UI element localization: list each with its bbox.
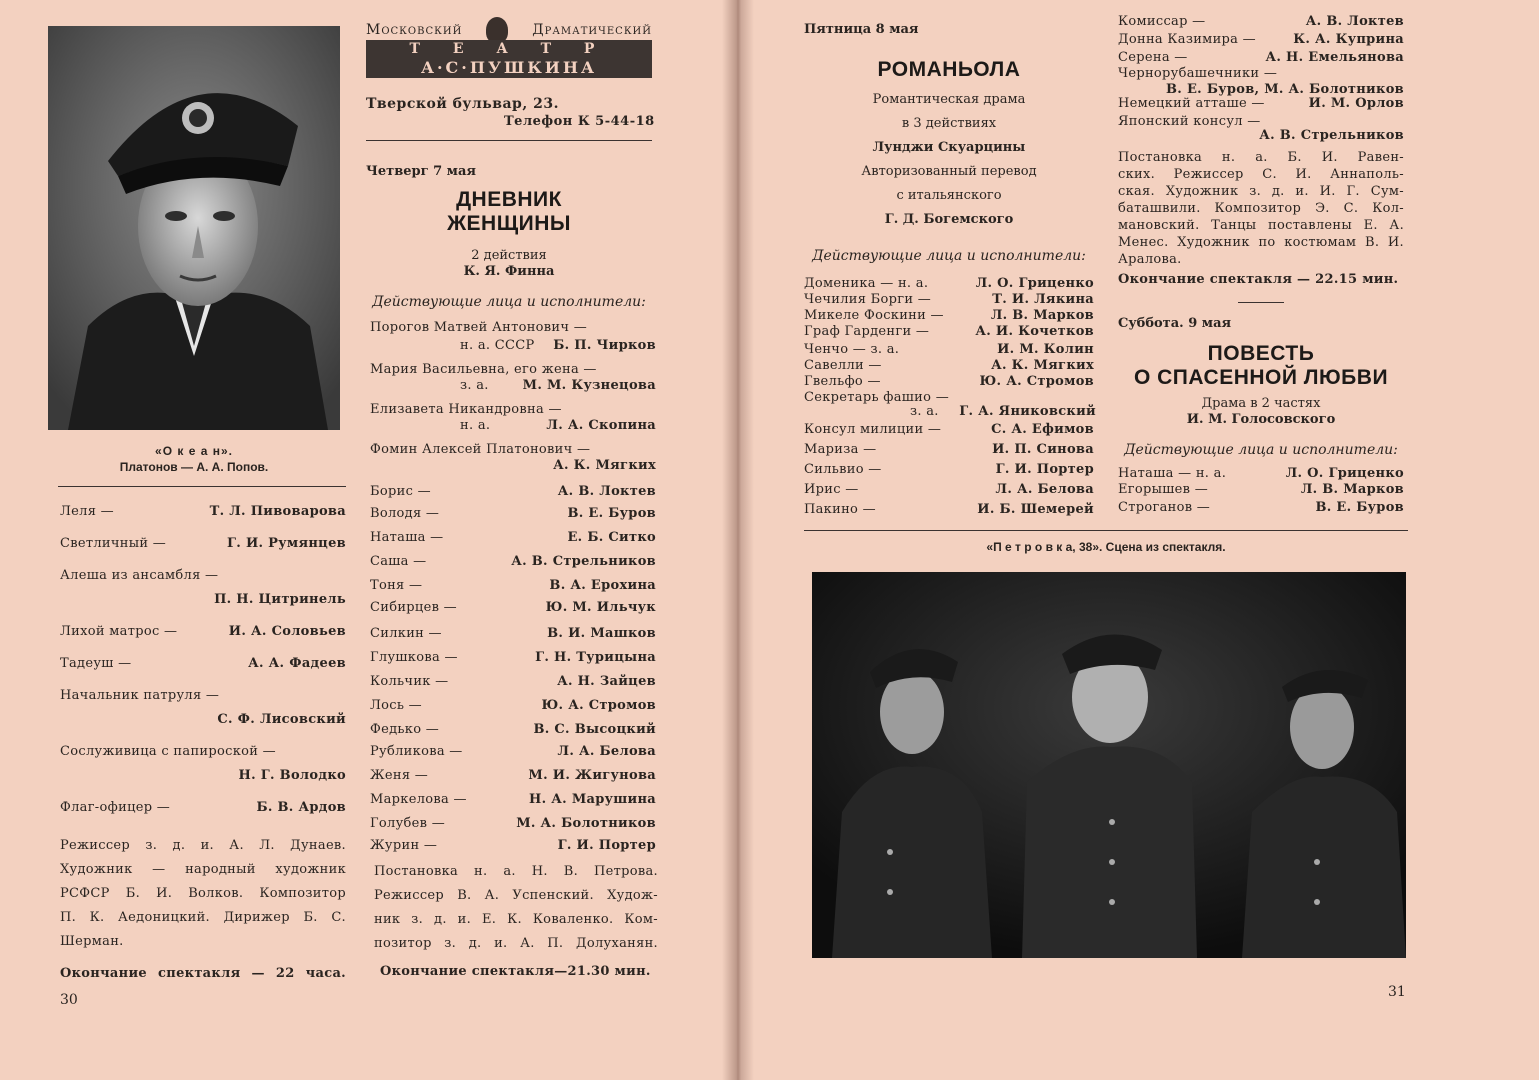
- play2-cast-role: Консул милиции —: [804, 422, 942, 437]
- play1-cast-role: Женя —: [370, 768, 429, 783]
- play2-cast-actor: Ю. А. Стромов: [979, 374, 1094, 389]
- okean-cast-actor: Н. Г. Володко: [238, 768, 346, 783]
- theatre-phone: Телефон К 5-44-18: [504, 114, 655, 129]
- okean-cast-role: [60, 712, 217, 727]
- play2-cast-actor: А. И. Кочетков: [975, 324, 1094, 339]
- play2-cast-actor: А. В. Локтев: [1305, 14, 1404, 29]
- play2-cast-row: [1118, 82, 1404, 97]
- play1-cast-role: Володя —: [370, 506, 440, 521]
- play2-cast-role: Доменика — н. а.: [804, 276, 929, 291]
- play1-cast-row: [370, 768, 656, 783]
- play2-end-time: [1118, 272, 1404, 287]
- play1-cast-actor: В. Е. Буров: [567, 506, 656, 521]
- play1-cast-header: Действующие лица и исполнители:: [372, 294, 646, 310]
- okean-cast-row: [60, 624, 346, 639]
- play3-cast-row: [1118, 466, 1404, 481]
- okean-end-time: [60, 966, 346, 981]
- play2-translation: Авторизованный перевод: [861, 164, 1037, 179]
- okean-cast-role: Лихой матрос —: [60, 624, 178, 639]
- play1-cast-role: [460, 458, 553, 473]
- play3-cast-header: Действующие лица и исполнители:: [1124, 442, 1398, 458]
- play1-cast-row: [370, 362, 656, 377]
- okean-cast-role: Тадеуш —: [60, 656, 132, 671]
- play1-cast-role: Тоня —: [370, 578, 423, 593]
- play1-cast-role: Рубликова —: [370, 744, 463, 759]
- stage-photo: [812, 572, 1406, 958]
- play2-cast-row: [804, 374, 1094, 389]
- play2-cast-row: [1118, 114, 1404, 129]
- okean-cast-row: [60, 768, 346, 783]
- play2-credit-line: мановский. Танцы поставлены Е. А.: [1118, 218, 1404, 233]
- thursday-date: Четверг 7 мая: [366, 164, 476, 179]
- okean-cast-row: [60, 744, 346, 759]
- play2-cast-actor: А. К. Мягких: [991, 358, 1094, 373]
- okean-cast-row: [60, 536, 346, 551]
- logo-word-moscow: Московский: [366, 22, 463, 38]
- play1-cast-row: [370, 626, 656, 641]
- play2-cast-row: [1118, 128, 1404, 143]
- play3-author: И. М. Голосовского: [1186, 412, 1336, 427]
- short-divider: [1238, 302, 1284, 303]
- okean-end-text: Окончание спектакля — 22 часа.: [60, 966, 346, 981]
- okean-cast-row: [60, 568, 346, 583]
- play1-author: К. Я. Финна: [463, 264, 555, 279]
- play1-cast-role: Борис —: [370, 484, 431, 499]
- play1-cast-row: [370, 600, 656, 615]
- play1-end-time: [380, 964, 652, 979]
- play1-cast-actor: Г. И. Портер: [557, 838, 656, 853]
- okean-cast-actor: Г. И. Румянцев: [227, 536, 346, 551]
- play2-cast-row: [1118, 50, 1404, 65]
- play1-cast-row: [460, 338, 656, 353]
- play2-cast-actor: Г. А. Яниковский: [959, 404, 1096, 419]
- play3-cast-actor: Л. В. Марков: [1300, 482, 1404, 497]
- play2-title: РОМАНЬОЛА: [877, 58, 1021, 81]
- play2-cast-role: з. а.: [910, 404, 939, 419]
- play2-cast-row: [804, 358, 1094, 373]
- play2-credit-line: Менес. Художник по костюмам В. И.: [1118, 235, 1404, 250]
- okean-credit-line: Художник — народный художник: [60, 862, 346, 877]
- play1-title-line2: ЖЕНЩИНЫ: [447, 212, 571, 235]
- play1-cast-role: Порогов Матвей Антонович —: [370, 320, 587, 335]
- header-underline: [366, 140, 652, 141]
- play1-cast-role: Силкин —: [370, 626, 442, 641]
- okean-cast-actor: Т. Л. Пивоварова: [209, 504, 346, 519]
- play1-cast-actor: М. А. Болотников: [516, 816, 656, 831]
- play2-cast-actor: И. П. Синова: [992, 442, 1094, 457]
- play1-cast-actor: Л. А. Белова: [557, 744, 656, 759]
- play1-cast-row: [370, 650, 656, 665]
- play1-cast-row: [460, 458, 656, 473]
- photo-caption: «П е т р о в к а, 38». Сцена из спектакля.: [986, 540, 1226, 554]
- play1-cast-role: н. а.: [460, 418, 491, 433]
- play2-translator: Г. Д. Богемского: [884, 212, 1014, 227]
- play2-cast-actor: А. В. Стрельников: [1259, 128, 1404, 143]
- portrait-photo: [48, 26, 340, 430]
- okean-cast-actor: Б. В. Ардов: [256, 800, 346, 815]
- play2-cast-role: Ирис —: [804, 482, 859, 497]
- right-page: [738, 0, 1539, 1080]
- play2-cast-row: [804, 390, 1094, 405]
- play2-genre: Романтическая драма: [872, 92, 1026, 107]
- portrait-caption-title: «О к е а н».: [155, 444, 233, 458]
- play2-cast-actor: С. А. Ефимов: [991, 422, 1094, 437]
- play1-cast-row: [460, 418, 656, 433]
- play2-cast-role: Комиссар —: [1118, 14, 1206, 29]
- logo-word-drama: Драматический: [532, 22, 652, 38]
- play2-cast-role: Пакино —: [804, 502, 876, 517]
- play2-cast-actor: Г. И. Портер: [995, 462, 1094, 477]
- play2-acts: в 3 действиях: [901, 116, 997, 131]
- play2-cast-role: Донна Казимира —: [1118, 32, 1256, 47]
- play2-cast-actor: Т. И. Лякина: [992, 292, 1094, 307]
- okean-cast-row: [60, 592, 346, 607]
- logo-theatre-word: Т Е А Т Р: [366, 40, 652, 58]
- play3-cast-row: [1118, 482, 1404, 497]
- okean-cast-role: Сослуживица с папироской —: [60, 744, 276, 759]
- okean-cast-actor: А. А. Фадеев: [248, 656, 346, 671]
- okean-cast-role: Флаг-офицер —: [60, 800, 171, 815]
- page-number-right: 31: [1388, 984, 1406, 1000]
- play2-cast-row: [804, 292, 1094, 307]
- okean-cast-row: [60, 656, 346, 671]
- okean-cast-row: [60, 688, 346, 703]
- play1-cast-row: [370, 402, 656, 417]
- play1-cast-actor: А. Н. Зайцев: [557, 674, 656, 689]
- portrait-caption-sub: Платонов — А. А. Попов.: [119, 460, 269, 474]
- play2-cast-row: [1118, 96, 1404, 111]
- play1-cast-role: Мария Васильевна, его жена —: [370, 362, 597, 377]
- play1-cast-actor: Ю. А. Стромов: [541, 698, 656, 713]
- stage-scene-image: [812, 572, 1406, 958]
- play1-cast-row: [460, 378, 656, 393]
- play2-cast-row: [804, 422, 1094, 437]
- play1-cast-role: Лось —: [370, 698, 422, 713]
- play1-cast-role: Елизавета Никандровна —: [370, 402, 562, 417]
- play2-cast-row: [804, 442, 1094, 457]
- play2-cast-actor: И. М. Колин: [997, 342, 1094, 357]
- play1-cast-row: [370, 578, 656, 593]
- play2-cast-role: Мариза —: [804, 442, 877, 457]
- play1-cast-actor: Г. Н. Турицына: [535, 650, 656, 665]
- play2-author: Лунджи Скуарцины: [872, 140, 1026, 155]
- play3-cast-row: [1118, 500, 1404, 515]
- play1-cast-role: Сибирцев —: [370, 600, 457, 615]
- play3-cast-role: Строганов —: [1118, 500, 1211, 515]
- play2-credit-line: ских. Режиссер С. И. Аннаполь-: [1118, 167, 1404, 182]
- okean-cast-actor: С. Ф. Лисовский: [217, 712, 346, 727]
- play1-cast-row: [370, 554, 656, 569]
- play1-cast-role: Кольчик —: [370, 674, 449, 689]
- play1-cast-row: [370, 792, 656, 807]
- okean-cast-role: Светличный —: [60, 536, 167, 551]
- okean-cast-role: [60, 592, 214, 607]
- play3-cast-actor: В. Е. Буров: [1315, 500, 1404, 515]
- play1-cast-row: [370, 698, 656, 713]
- okean-cast-row: [60, 504, 346, 519]
- play1-cast-role: Саша —: [370, 554, 427, 569]
- okean-credit-line: Шерман.: [60, 934, 124, 949]
- play1-title-line1: ДНЕВНИК: [456, 188, 562, 211]
- play1-cast-actor: Н. А. Марушина: [529, 792, 656, 807]
- play1-cast-role: н. а. СССР: [460, 338, 535, 353]
- play3-cast-actor: Л. О. Гриценко: [1285, 466, 1404, 481]
- play2-cast-row: [804, 462, 1094, 477]
- play1-cast-role: Наташа —: [370, 530, 444, 545]
- play1-cast-row: [370, 744, 656, 759]
- play1-acts: 2 действия: [471, 248, 547, 263]
- play2-cast-row: [1118, 66, 1404, 81]
- play1-cast-role: з. а.: [460, 378, 489, 393]
- play2-cast-actor: А. Н. Емельянова: [1265, 50, 1404, 65]
- friday-date: Пятница 8 мая: [804, 22, 919, 37]
- play2-cast-actor: В. Е. Буров, М. А. Болотников: [1166, 82, 1404, 97]
- play3-cast-role: Егорышев —: [1118, 482, 1209, 497]
- play1-cast-row: [370, 442, 656, 457]
- play2-cast-row: [804, 502, 1094, 517]
- logo-pushkin-word: А·С·ПУШКИНА: [366, 58, 652, 78]
- play2-cast-role: Чернорубашечники —: [1118, 66, 1278, 81]
- page-number-left: 30: [60, 992, 78, 1008]
- play3-title-line1: ПОВЕСТЬ: [1207, 342, 1315, 365]
- play1-cast-actor: А. В. Стрельников: [511, 554, 656, 569]
- play1-credit-line: Режиссер В. А. Успенский. Худож-: [374, 888, 658, 903]
- play2-cast-actor: К. А. Куприна: [1293, 32, 1404, 47]
- play2-cast-role: Чечилия Борги —: [804, 292, 932, 307]
- play1-cast-row: [370, 320, 656, 335]
- play1-cast-actor: Л. А. Скопина: [546, 418, 656, 433]
- play2-cast-row: [1118, 14, 1404, 29]
- play1-cast-actor: М. М. Кузнецова: [522, 378, 656, 393]
- play1-credit-line: Постановка н. а. Н. В. Петрова.: [374, 864, 658, 879]
- okean-cast-row: [60, 712, 346, 727]
- play1-credit-line: ник з. д. и. Е. К. Коваленко. Ком-: [374, 912, 658, 927]
- play2-cast-row: [804, 342, 1094, 357]
- play2-cast-role: Микеле Фоскини —: [804, 308, 944, 323]
- okean-cast-row: [60, 800, 346, 815]
- play1-cast-role: Маркелова —: [370, 792, 467, 807]
- okean-cast-actor: П. Н. Цитринель: [214, 592, 346, 607]
- okean-cast-role: Леля —: [60, 504, 114, 519]
- okean-credit-line: П. К. Аедоницкий. Дирижер Б. С.: [60, 910, 346, 925]
- play1-cast-row: [370, 838, 656, 853]
- play2-cast-role: Ченчо — з. а.: [804, 342, 900, 357]
- play1-cast-actor: М. И. Жигунова: [528, 768, 656, 783]
- play2-from: с итальянского: [896, 188, 1002, 203]
- play2-credit-line: ская. Художник з. д. и. И. Г. Сум-: [1118, 184, 1404, 199]
- play2-cast-row: [804, 482, 1094, 497]
- play2-cast-role: Сильвио —: [804, 462, 882, 477]
- left-page: [0, 0, 738, 1080]
- okean-credit-line: РСФСР Б. И. Волков. Композитор: [60, 886, 346, 901]
- play2-cast-role: Граф Гарденги —: [804, 324, 930, 339]
- play2-cast-row: [804, 308, 1094, 323]
- play2-cast-actor: Л. А. Белова: [995, 482, 1094, 497]
- play2-cast-actor: Л. О. Гриценко: [975, 276, 1094, 291]
- play3-genre: Драма в 2 частях: [1201, 396, 1321, 411]
- play2-cast-role: Японский консул —: [1118, 114, 1261, 129]
- okean-cast-actor: И. А. Соловьев: [228, 624, 346, 639]
- play1-cast-role: Фомин Алексей Платонович —: [370, 442, 591, 457]
- play1-cast-row: [370, 484, 656, 499]
- play1-cast-actor: А. К. Мягких: [553, 458, 656, 473]
- play3-cast-role: Наташа — н. а.: [1118, 466, 1227, 481]
- play2-cast-row: [804, 276, 1094, 291]
- play2-credit-line: Аралова.: [1118, 252, 1182, 267]
- play1-cast-role: Журин —: [370, 838, 438, 853]
- play1-cast-role: Голубев —: [370, 816, 446, 831]
- play2-end-text: Окончание спектакля — 22.15 мин.: [1118, 272, 1399, 287]
- okean-credit-line: Режиссер з. д. и. А. Л. Дунаев.: [60, 838, 346, 853]
- play2-cast-row: [910, 404, 1096, 419]
- play1-cast-row: [370, 816, 656, 831]
- play1-cast-row: [370, 722, 656, 737]
- play2-cast-role: [1118, 82, 1166, 97]
- play1-cast-actor: А. В. Локтев: [557, 484, 656, 499]
- saturday-date: Суббота. 9 мая: [1118, 316, 1232, 331]
- divider-line: [58, 486, 346, 487]
- theatre-logo: [366, 18, 652, 80]
- play2-cast-role: [1118, 128, 1259, 143]
- play2-cast-role: Гвельфо —: [804, 374, 881, 389]
- play1-cast-row: [370, 674, 656, 689]
- play1-cast-role: Федько —: [370, 722, 440, 737]
- play2-cast-role: Секретарь фашио —: [804, 390, 949, 405]
- play2-credit-line: Постановка н. а. Б. И. Равен-: [1118, 150, 1404, 165]
- play2-cast-row: [804, 324, 1094, 339]
- play2-cast-role: Серена —: [1118, 50, 1188, 65]
- play1-cast-actor: В. С. Высоцкий: [533, 722, 656, 737]
- play2-cast-role: Савелли —: [804, 358, 882, 373]
- play2-cast-header: Действующие лица и исполнители:: [812, 248, 1086, 264]
- play1-cast-actor: Е. Б. Ситко: [567, 530, 656, 545]
- photo-top-divider: [804, 530, 1408, 531]
- play1-cast-row: [370, 506, 656, 521]
- play2-cast-actor: И. М. Орлов: [1308, 96, 1404, 111]
- play3-title-line2: О СПАСЕННОЙ ЛЮБВИ: [1133, 366, 1389, 389]
- play1-credit-line: позитор з. д. и. А. П. Долуханян.: [374, 936, 658, 951]
- okean-cast-role: [60, 768, 239, 783]
- play1-end-text: Окончание спектакля—21.30 мин.: [380, 964, 651, 979]
- okean-cast-role: Алеша из ансамбля —: [60, 568, 219, 583]
- okean-cast-role: Начальник патруля —: [60, 688, 220, 703]
- play1-cast-actor: В. А. Ерохина: [549, 578, 656, 593]
- play1-cast-actor: Б. П. Чирков: [553, 338, 656, 353]
- play2-cast-actor: Л. В. Марков: [990, 308, 1094, 323]
- play1-cast-row: [370, 530, 656, 545]
- play1-cast-actor: Ю. М. Ильчук: [545, 600, 656, 615]
- portrait-image: [48, 26, 340, 430]
- play1-cast-actor: В. И. Машков: [547, 626, 656, 641]
- play2-cast-actor: И. Б. Шемерей: [977, 502, 1094, 517]
- play2-cast-row: [1118, 32, 1404, 47]
- theatre-address: Тверской бульвар, 23.: [366, 96, 559, 112]
- play2-cast-role: Немецкий атташе —: [1118, 96, 1265, 111]
- play2-credit-line: баташвили. Композитор Э. С. Кол-: [1118, 201, 1404, 216]
- play1-cast-role: Глушкова —: [370, 650, 458, 665]
